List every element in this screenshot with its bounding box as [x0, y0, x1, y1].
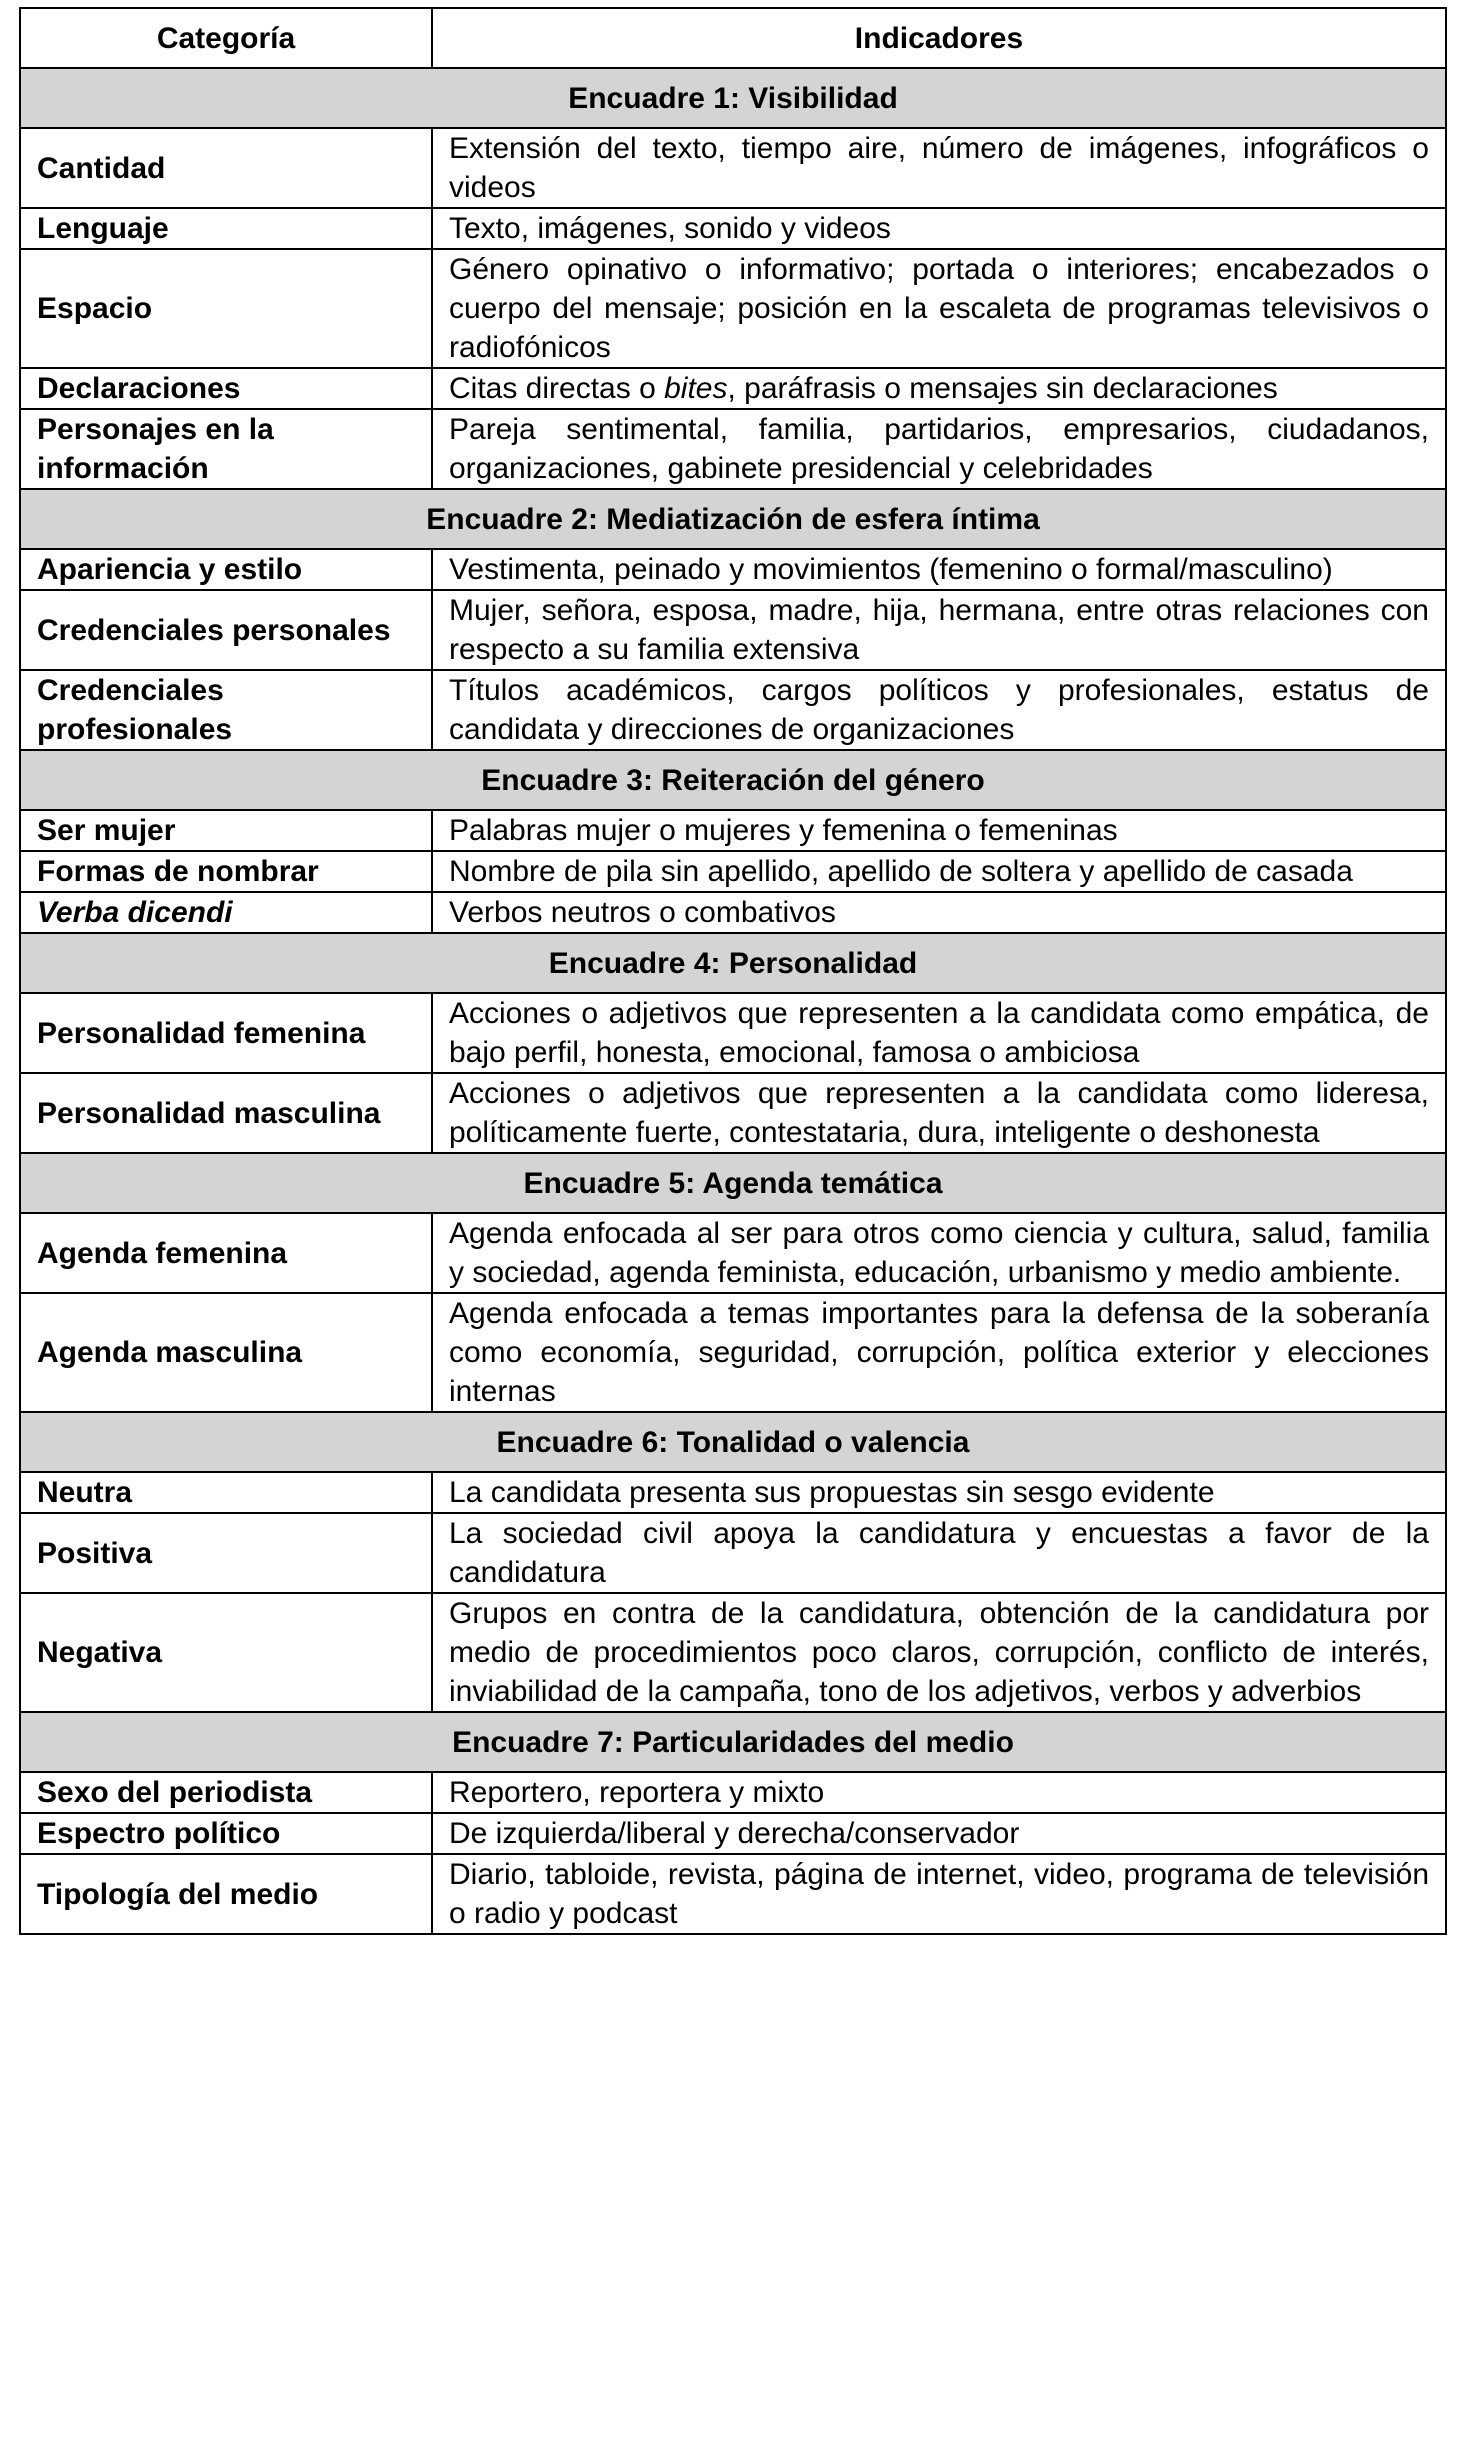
header-category: Categoría [20, 8, 432, 68]
frame-heading-row [20, 1712, 1446, 1772]
frame-heading-row [20, 1153, 1446, 1213]
indicators-italic-term: bites [664, 372, 728, 405]
category-cell: Sexo del periodista [20, 1772, 432, 1813]
frames-table [19, 7, 1447, 1935]
table-row [20, 128, 1446, 208]
category-cell: Apariencia y estilo [20, 549, 432, 590]
frame-heading-row [20, 750, 1446, 810]
indicators-cell: Palabras mujer o mujeres y femenina o femeninas [432, 810, 1446, 851]
indicators-cell: Títulos académicos, cargos políticos y profesionales, estatus de candidata y direcciones de organizaciones [432, 670, 1446, 750]
indicators-cell: Acciones o adjetivos que representen a la candidata como empática, de bajo perfil, honesta, emocional, famosa o ambiciosa [432, 993, 1446, 1073]
table-row [20, 409, 1446, 489]
category-cell: Tipología del medio [20, 1854, 432, 1934]
table-row [20, 549, 1446, 590]
category-cell: Declaraciones [20, 368, 432, 409]
category-cell: Ser mujer [20, 810, 432, 851]
indicators-text: , paráfrasis o mensajes sin declaraciones [727, 372, 1278, 405]
frame-title: Encuadre 7: Particularidades del medio [20, 1712, 1446, 1772]
frame-title: Encuadre 4: Personalidad [20, 933, 1446, 993]
category-cell: Positiva [20, 1513, 432, 1593]
indicators-cell: Género opinativo o informativo; portada o interiores; encabezados o cuerpo del mensaje; posición en la escaleta de programas televisivos o radiofónicos [432, 249, 1446, 368]
frame-heading-row [20, 933, 1446, 993]
indicators-cell: Extensión del texto, tiempo aire, número de imágenes, infográficos o videos [432, 128, 1446, 208]
indicators-cell: La sociedad civil apoya la candidatura y encuestas a favor de la candidatura [432, 1513, 1446, 1593]
table-row [20, 1854, 1446, 1934]
frame-heading-row [20, 1412, 1446, 1472]
category-cell: Lenguaje [20, 208, 432, 249]
category-cell: Personalidad femenina [20, 993, 432, 1073]
header-row [20, 8, 1446, 68]
category-cell: Cantidad [20, 128, 432, 208]
table-row [20, 1213, 1446, 1293]
table-row [20, 1472, 1446, 1513]
category-cell: Credenciales profesionales [20, 670, 432, 750]
frame-title: Encuadre 5: Agenda temática [20, 1153, 1446, 1213]
category-cell: Personalidad masculina [20, 1073, 432, 1153]
frame-title: Encuadre 3: Reiteración del género [20, 750, 1446, 810]
indicators-cell: Vestimenta, peinado y movimientos (femenino o formal/masculino) [432, 549, 1446, 590]
category-cell: Verba dicendi [20, 892, 432, 933]
indicators-cell: Verbos neutros o combativos [432, 892, 1446, 933]
table-row [20, 851, 1446, 892]
indicators-cell: Agenda enfocada al ser para otros como ciencia y cultura, salud, familia y sociedad, agenda feminista, educación, urbanismo y medio ambiente. [432, 1213, 1446, 1293]
header-indicators: Indicadores [432, 8, 1446, 68]
indicators-cell: La candidata presenta sus propuestas sin sesgo evidente [432, 1472, 1446, 1513]
indicators-cell: Grupos en contra de la candidatura, obtención de la candidatura por medio de procedimientos poco claros, corrupción, conflicto de interés, inviabilidad de la campaña, tono de los adjetivos, verbos y adverbios [432, 1593, 1446, 1712]
table-row [20, 670, 1446, 750]
table-row [20, 1772, 1446, 1813]
table-row [20, 1813, 1446, 1854]
frame-title: Encuadre 1: Visibilidad [20, 68, 1446, 128]
frame-heading-row [20, 68, 1446, 128]
category-cell: Formas de nombrar [20, 851, 432, 892]
table-row [20, 590, 1446, 670]
table-row [20, 1073, 1446, 1153]
category-cell: Personajes en la información [20, 409, 432, 489]
table-row [20, 208, 1446, 249]
indicators-cell: Agenda enfocada a temas importantes para la defensa de la soberanía como economía, seguridad, corrupción, política exterior y elecciones internas [432, 1293, 1446, 1412]
indicators-cell: Mujer, señora, esposa, madre, hija, hermana, entre otras relaciones con respecto a su familia extensiva [432, 590, 1446, 670]
category-cell: Agenda masculina [20, 1293, 432, 1412]
indicators-cell: Pareja sentimental, familia, partidarios, empresarios, ciudadanos, organizaciones, gabinete presidencial y celebridades [432, 409, 1446, 489]
indicators-text: Citas directas o [449, 372, 665, 405]
indicators-cell: Reportero, reportera y mixto [432, 1772, 1446, 1813]
category-cell: Agenda femenina [20, 1213, 432, 1293]
table-row [20, 1593, 1446, 1712]
table-row [20, 1513, 1446, 1593]
table-row [20, 993, 1446, 1073]
category-cell: Espectro político [20, 1813, 432, 1854]
indicators-cell: Acciones o adjetivos que representen a la candidata como lideresa, políticamente fuerte, contestataria, dura, inteligente o deshonesta [432, 1073, 1446, 1153]
table-row [20, 810, 1446, 851]
category-cell: Negativa [20, 1593, 432, 1712]
table-row [20, 892, 1446, 933]
table-row [20, 1293, 1446, 1412]
category-cell: Neutra [20, 1472, 432, 1513]
indicators-cell: Nombre de pila sin apellido, apellido de soltera y apellido de casada [432, 851, 1446, 892]
indicators-cell: Diario, tabloide, revista, página de internet, video, programa de televisión o radio y podcast [432, 1854, 1446, 1934]
indicators-cell [432, 368, 1446, 409]
table-row [20, 368, 1446, 409]
frame-title: Encuadre 6: Tonalidad o valencia [20, 1412, 1446, 1472]
category-cell: Credenciales personales [20, 590, 432, 670]
indicators-cell: De izquierda/liberal y derecha/conservador [432, 1813, 1446, 1854]
category-cell: Espacio [20, 249, 432, 368]
frame-heading-row [20, 489, 1446, 549]
indicators-cell: Texto, imágenes, sonido y videos [432, 208, 1446, 249]
frame-title: Encuadre 2: Mediatización de esfera íntima [20, 489, 1446, 549]
table-row [20, 249, 1446, 368]
